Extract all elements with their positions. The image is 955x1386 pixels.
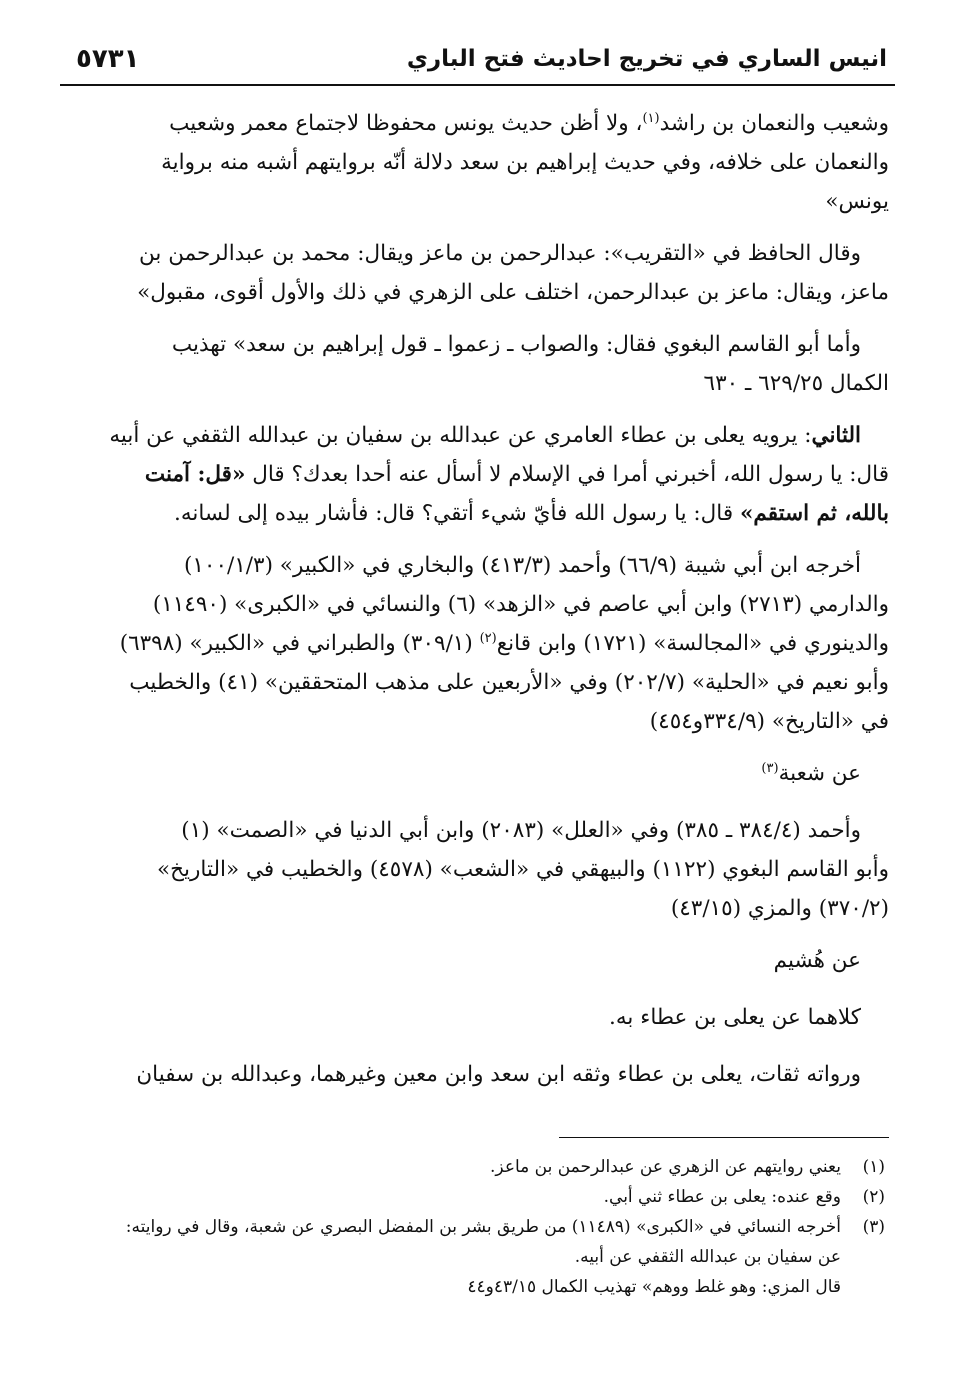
text-line	[66, 455, 889, 494]
paragraph-3	[66, 325, 889, 403]
paragraph-5	[66, 546, 889, 741]
text-line: الكمال ٦٢٩/٢٥ ـ ٦٣٠	[703, 371, 889, 396]
text-line: يونس»	[825, 189, 889, 214]
text-line	[66, 104, 889, 143]
text-line: والدارمي (٢٧١٣) وابن أبي عاصم في «الزهد» (٦) والنسائي في «الكبرى» (١١٤٩٠)	[152, 592, 889, 617]
section-label: الثاني	[811, 423, 861, 448]
paragraph-8: عن هُشيم	[773, 948, 861, 973]
text-run: قال: يا رسول الله فأيّ شيء أتقي؟ قال: فأشار بيده إلى لسانه.	[174, 501, 740, 526]
text-line: أخرجه ابن أبي شيبة (٦٦/٩) وأحمد (٤١٣/٣) والبخاري في «الكبير» (١٠٠/١/٣)	[183, 553, 861, 578]
footnotes	[66, 1152, 885, 1302]
text-line: في «التاريخ» (٣٣٤/٩و٤٥٤)	[649, 709, 889, 734]
footnote-3	[66, 1212, 885, 1242]
text-run: : يرويه يعلى بن عطاء العامري عن عبدالله بن سفيان بن عبدالله الثقفي عن أبيه	[109, 423, 812, 448]
paragraph-2	[66, 234, 889, 312]
paragraph-9: كلاهما عن يعلى بن عطاء به.	[609, 1005, 861, 1030]
footnote-1	[66, 1152, 885, 1182]
footnote-number: (٣)	[862, 1217, 885, 1237]
paragraph-7	[66, 811, 889, 928]
paragraph-4	[66, 416, 889, 533]
paragraph-10: ورواته ثقات، يعلى بن عطاء وثقه ابن سعد وابن معين وغيرهما، وعبدالله بن سفيان	[136, 1062, 861, 1087]
footnote-text: يعني روايتهم عن الزهري عن عبدالرحمن بن ماعز.	[490, 1157, 841, 1177]
hadith-text-bold: بالله، ثم استقم»	[739, 501, 889, 526]
paragraph-6	[66, 754, 889, 793]
text-run: (٣٠٩/١) والطبراني في «الكبير» (٦٣٩٨)	[119, 631, 480, 656]
footnote-3-continuation: قال المزي: وهو غلط ووهم» تهذيب الكمال ٤٣/١٥و٤٤	[467, 1277, 841, 1297]
text-line: وأما أبو القاسم البغوي فقال: والصواب ـ زعموا ـ قول إبراهيم بن سعد» تهذيب	[171, 332, 861, 357]
text-line: (٣٧٠/٢) والمزي (٤٣/١٥)	[670, 896, 889, 921]
main-text	[66, 104, 889, 1112]
footnote-number: (٢)	[862, 1187, 885, 1207]
footnote-text: أخرجه النسائي في «الكبرى» (١١٤٨٩) من طريق بشر بن المفضل البصري عن شعبة، وقال في روايته:	[125, 1217, 841, 1237]
hadith-text-bold: «قل: آمنت	[144, 462, 246, 487]
footnote-ref[interactable]: (٢)	[479, 630, 497, 646]
text-line: والنعمان على خلافه، وفي حديث إبراهيم بن سعد دلالة أنّه بروايتهم أشبه منه برواية	[161, 150, 889, 175]
text-line: وأحمد (٣٨٤/٤ ـ ٣٨٥) وفي «العلل» (٢٠٨٣) وابن أبي الدنيا في «الصمت» (١)	[181, 818, 861, 843]
text-line	[66, 624, 889, 663]
text-run: وشعيب والنعمان بن راشد	[659, 111, 889, 136]
text-run: عن شعبة	[778, 761, 861, 786]
footnote-text: وقع عنده: يعلى بن عطاء ثني أبي.	[603, 1187, 841, 1207]
footnote-ref[interactable]: (١)	[642, 110, 660, 126]
text-run: ، ولا أظن حديث يونس محفوظا لاجتماع معمر وشعيب	[169, 111, 643, 136]
page-header	[60, 44, 895, 86]
text-line	[66, 416, 889, 455]
footnote-number: (١)	[862, 1157, 885, 1177]
text-run: قال: يا رسول الله، أخبرني أمرا في الإسلام لا أسأل عنه أحدا بعدك؟ قال	[245, 462, 889, 487]
text-line: وقال الحافظ في «التقريب»: عبدالرحمن بن ماعز ويقال: محمد بن عبدالرحمن بن	[139, 241, 861, 266]
paragraph-1	[66, 104, 889, 221]
page-number: ٥٧٣١	[76, 44, 140, 74]
text-line: ماعز، ويقال: ماعز بن عبدالرحمن، اختلف على الزهري في ذلك والأول أقوى، مقبول»	[137, 280, 889, 305]
running-title: انيس الساري في تخريج احاديث فتح الباري	[406, 46, 887, 72]
footnotes-divider	[559, 1137, 889, 1138]
footnote-2	[66, 1182, 885, 1212]
text-line: وأبو القاسم البغوي (١١٢٢) والبيهقي في «الشعب» (٤٥٧٨) والخطيب في «التاريخ»	[157, 857, 889, 882]
text-line: وأبو نعيم في «الحلية» (٢٠٢/٧) وفي «الأربعين على مذهب المتحققين» (٤١) والخطيب	[129, 670, 889, 695]
text-run: والدينوري في «المجالسة» (١٧٢١) وابن قانع	[496, 631, 889, 656]
footnote-3-continuation: عن سفيان بن عبدالله الثقفي عن أبيه.	[574, 1247, 841, 1267]
text-line	[66, 494, 889, 533]
footnote-ref[interactable]: (٣)	[761, 760, 779, 776]
